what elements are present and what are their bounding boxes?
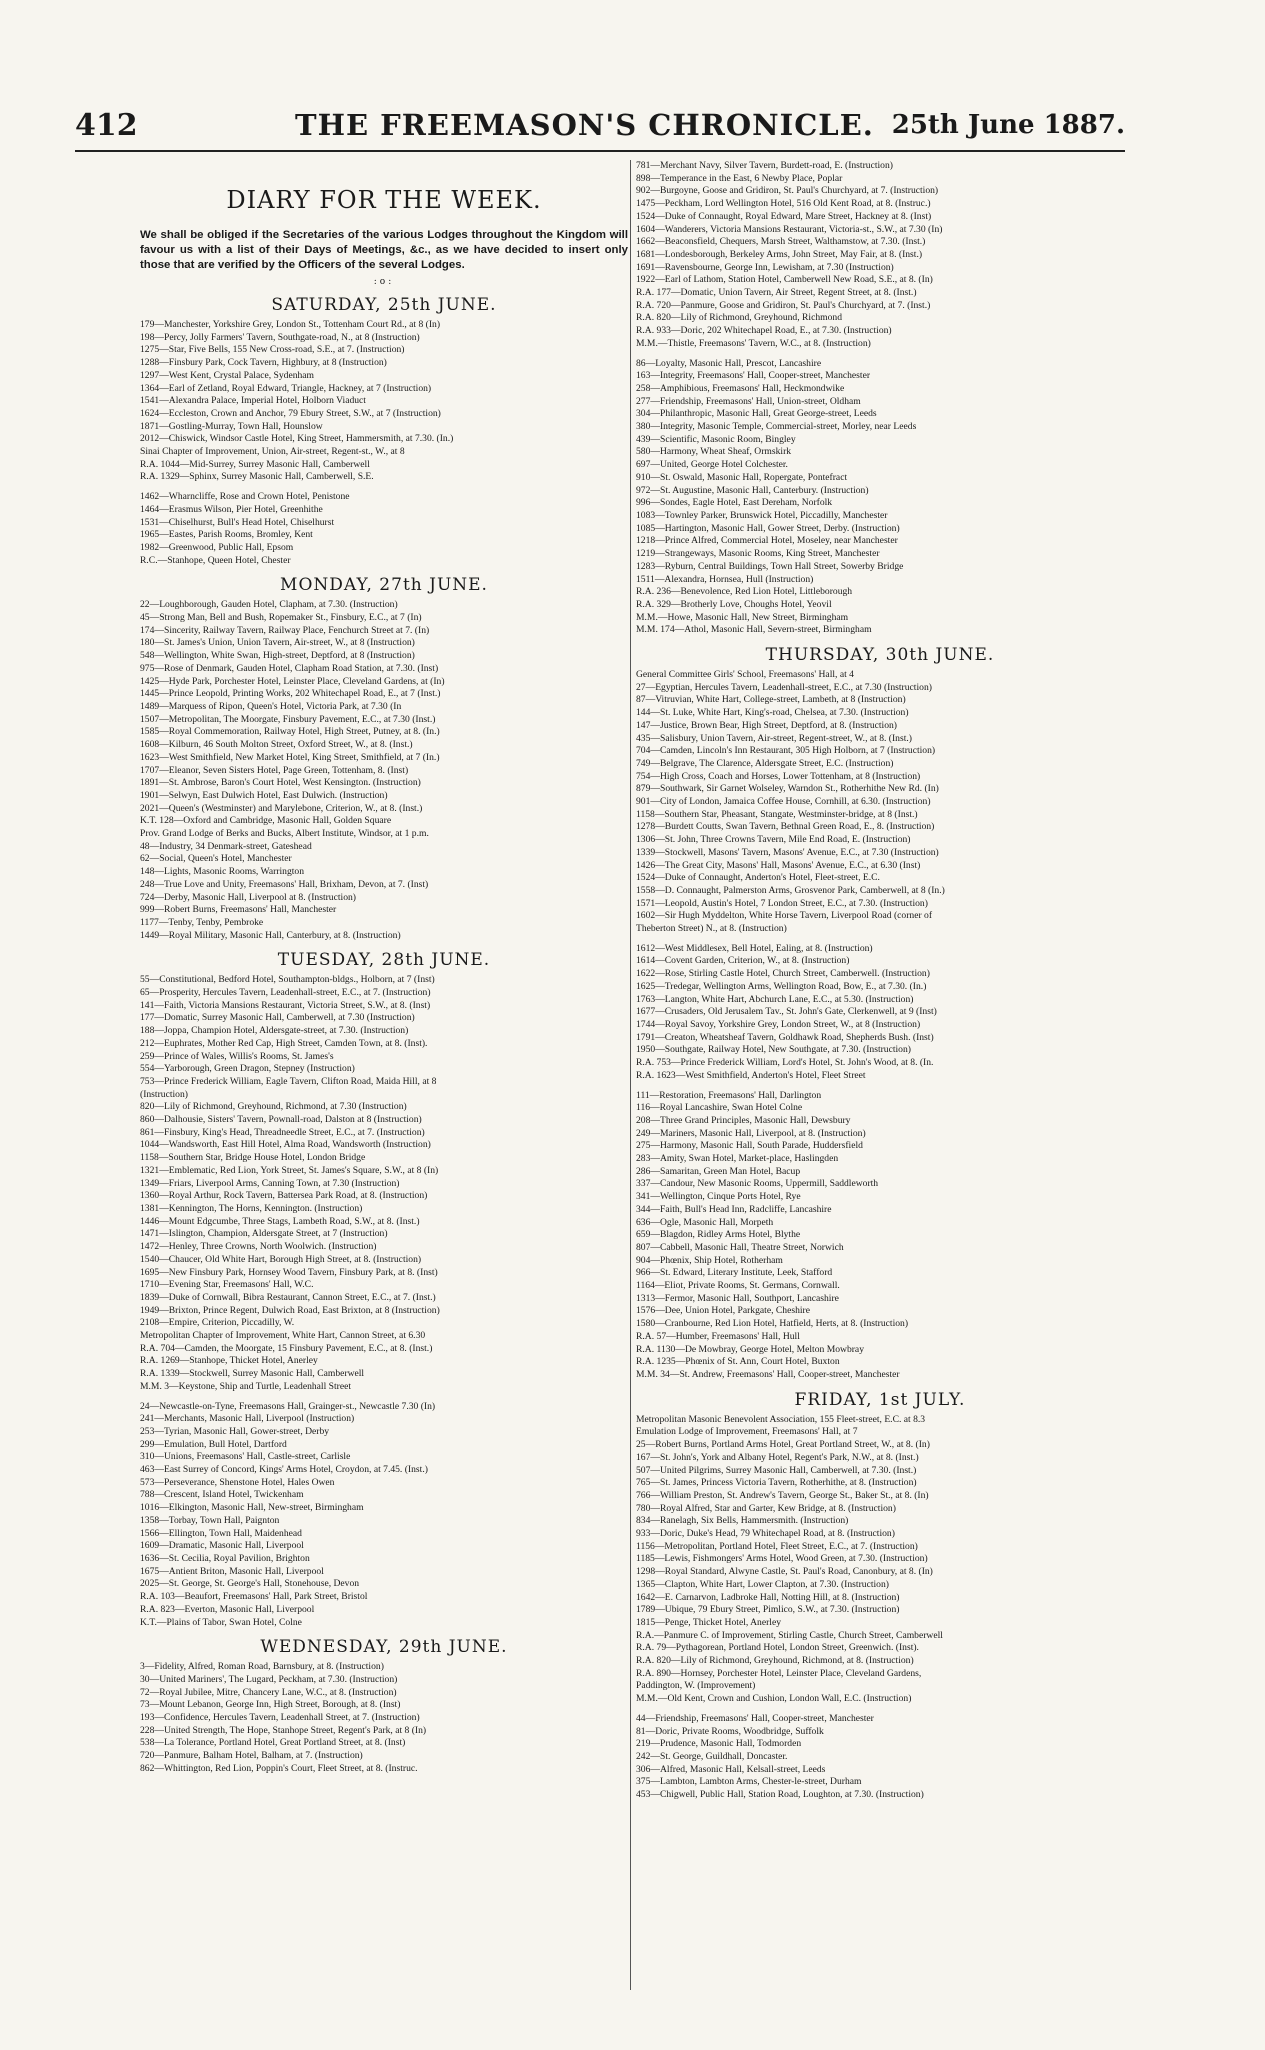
lodge-entry: 304—Philanthropic, Masonic Hall, Great George-street, Leeds	[636, 408, 877, 420]
lodge-entry: 116—Royal Lancashire, Swan Hotel Colne	[636, 1102, 803, 1114]
lodge-entry: R.A. 933—Doric, 202 Whitechapel Road, E., at 7.30. (Instruction)	[636, 325, 892, 337]
lodge-entry: 1566—Ellington, Town Hall, Maidenhead	[140, 1527, 302, 1539]
lodge-entry: 636—Ogle, Masonic Hall, Morpeth	[636, 1216, 774, 1228]
lodge-entry: 1524—Duke of Connaught, Anderton's Hotel, Fleet-street, E.C.	[636, 872, 880, 884]
lodge-entry: 766—William Preston, St. Andrew's Tavern, George St., Baker St., at 8. (In)	[636, 1489, 929, 1501]
lodge-entry: 1531—Chiselhurst, Bull's Head Hotel, Chiselhurst	[140, 516, 335, 528]
lodge-entry: 45—Strong Man, Bell and Bush, Ropemaker St., Finsbury, E.C., at 7 (In)	[140, 612, 422, 624]
lodge-entry: 1085—Hartington, Masonic Hall, Gower Street, Derby. (Instruction)	[636, 522, 900, 534]
lodge-entry: 1425—Hyde Park, Porchester Hotel, Leinster Place, Cleveland Gardens, at (In)	[140, 675, 445, 687]
lodge-entry: 141—Faith, Victoria Mansions Restaurant, Victoria Street, S.W., at 8. (Inst)	[140, 999, 431, 1011]
lodge-entry: 1871—Gostling-Murray, Town Hall, Hounslow	[140, 420, 323, 432]
lodge-entry: M.M. 174—Athol, Masonic Hall, Severn-street, Birmingham	[636, 624, 872, 636]
lodge-entry: 1288—Finsbury Park, Cock Tavern, Highbury, at 8 (Instruction)	[140, 357, 387, 369]
lodge-entry: R.A.—Panmure C. of Improvement, Stirling Castle, Church Street, Camberwell	[636, 1629, 943, 1641]
lodge-entry: 1677—Crusaders, Old Jerusalem Tav., St. John's Gate, Clerkenwell, at 9 (Inst)	[636, 1006, 937, 1018]
lodge-entry: 507—United Pilgrims, Surrey Masonic Hall, Camberwell, at 7.30. (Inst.)	[636, 1464, 917, 1476]
lodge-entry: 198—Percy, Jolly Farmers' Tavern, Southgate-road, N., at 8 (Instruction)	[140, 331, 420, 343]
lodge-entry: 904—Phœnix, Ship Hotel, Rotherham	[636, 1254, 783, 1266]
lodge-entry: 44—Friendship, Freemasons' Hall, Cooper-street, Manchester	[636, 1712, 874, 1724]
lodge-entry: 659—Blagdon, Ridley Arms Hotel, Blythe	[636, 1229, 801, 1241]
lodge-entry: 208—Three Grand Principles, Masonic Hall, Dewsbury	[636, 1114, 851, 1126]
lodge-entry: 1540—Chaucer, Old White Hart, Borough High Street, at 8. (Instruction)	[140, 1253, 422, 1265]
entry-spacer	[636, 936, 1124, 943]
lodge-entry: 163—Integrity, Freemasons' Hall, Cooper-street, Manchester	[636, 370, 871, 382]
lodge-entry: 788—Crescent, Island Hotel, Twickenham	[140, 1489, 304, 1501]
lodge-entry: 72—Royal Jubilee, Mitre, Chancery Lane, W.C., at 8. (Instruction)	[140, 1686, 397, 1698]
lodge-entry: 341—Wellington, Cinque Ports Hotel, Rye	[636, 1191, 801, 1203]
lodge-entry: R.A. 823—Everton, Masonic Hall, Liverpool	[140, 1603, 315, 1615]
lodge-entry: R.A. 329—Brotherly Love, Choughs Hotel, Yeovil	[636, 598, 832, 610]
lodge-entry: 228—United Strength, The Hope, Stanhope Street, Regent's Park, at 8 (In)	[140, 1724, 427, 1736]
lodge-entry: R.A. 1130—De Mowbray, George Hotel, Melton Mowbray	[636, 1343, 864, 1355]
lodge-entry: 1623—West Smithfield, New Market Hotel, King Street, Smithfield, at 7 (In.)	[140, 751, 440, 763]
lodge-entry: 81—Doric, Private Rooms, Woodbridge, Suffolk	[636, 1725, 824, 1737]
lodge-entry: 62—Social, Queen's Hotel, Manchester	[140, 853, 292, 865]
entries-tuesday	[140, 974, 628, 1629]
lodge-entry: 1364—Earl of Zetland, Royal Edward, Triangle, Hackney, at 7 (Instruction)	[140, 382, 432, 394]
lodge-entry: 1218—Prince Alfred, Commercial Hotel, Moseley, near Manchester	[636, 535, 898, 547]
lodge-entry: 1625—Tredegar, Wellington Arms, Wellington Road, Bow, E., at 7.30. (In.)	[636, 980, 927, 992]
lodge-entry: 1339—Stockwell, Masons' Tavern, Masons' Avenue, E.C., at 7.30 (Instruction)	[636, 846, 939, 858]
lodge-entry: R.A. 1269—Stanhope, Thicket Hotel, Anerley	[140, 1355, 318, 1367]
lodge-entry: 275—Harmony, Masonic Hall, South Parade, Huddersfield	[636, 1140, 863, 1152]
lodge-entry: Metropolitan Chapter of Improvement, White Hart, Cannon Street, at 6.30	[140, 1330, 426, 1342]
lodge-entry: 1604—Wanderers, Victoria Mansions Restaurant, Victoria-st., S.W., at 7.30 (In)	[636, 223, 943, 235]
lodge-entry: 1464—Erasmus Wilson, Pier Hotel, Greenhithe	[140, 503, 323, 515]
lodge-entry: 1475—Peckham, Lord Wellington Hotel, 516 Old Kent Road, at 8. (Instruc.)	[636, 198, 931, 210]
lodge-entry: 580—Harmony, Wheat Sheaf, Ormskirk	[636, 446, 792, 458]
lodge-entry: Sinai Chapter of Improvement, Union, Air-street, Regent-st., W., at 8	[140, 446, 405, 458]
lodge-entry: 1891—St. Ambrose, Baron's Court Hotel, West Kensington. (Instruction)	[140, 777, 421, 789]
lodge-entry: 1360—Royal Arthur, Rock Tavern, Battersea Park Road, at 8. (Instruction)	[140, 1190, 428, 1202]
lodge-entry: 435—Salisbury, Union Tavern, Air-street, Regent-street, W., at 8. (Inst.)	[636, 732, 912, 744]
lodge-entry: 1662—Beaconsfield, Chequers, Marsh Street, Walthamstow, at 7.30. (Inst.)	[636, 236, 926, 248]
lodge-entry: 1177—Tenby, Tenby, Pembroke	[140, 916, 264, 928]
lodge-entry: 754—High Cross, Coach and Horses, Lower Tottenham, at 8 (Instruction)	[636, 770, 921, 782]
lodge-entry: 1763—Langton, White Hart, Abchurch Lane, E.C., at 5.30. (Instruction)	[636, 993, 914, 1005]
lodge-entry: R.A. 890—Hornsey, Porchester Hotel, Leinster Place, Cleveland Gardens,	[636, 1667, 922, 1679]
lodge-entry: R.A. 57—Humber, Freemasons' Hall, Hull	[636, 1330, 800, 1342]
day-heading-friday: FRIDAY, 1st JULY.	[794, 1389, 966, 1410]
lodge-entry: 177—Domatic, Surrey Masonic Hall, Camberwell, at 7.30 (Instruction)	[140, 1012, 415, 1024]
lodge-entry: 188—Joppa, Champion Hotel, Aldersgate-street, at 7.30. (Instruction)	[140, 1025, 409, 1037]
entries-friday	[636, 1414, 1124, 1802]
lodge-entry: 1608—Kilburn, 46 South Molton Street, Oxford Street, W., at 8. (Inst.)	[140, 739, 413, 751]
lodge-entry: 1982—Greenwood, Public Hall, Epsom	[140, 541, 294, 553]
lodge-entry: 834—Ranelagh, Six Bells, Hammersmith. (Instruction)	[636, 1515, 849, 1527]
lodge-entry: 820—Lily of Richmond, Greyhound, Richmond, at 7.30 (Instruction)	[140, 1101, 407, 1113]
lodge-entry: 1602—Sir Hugh Myddelton, White Horse Tavern, Liverpool Road (corner of	[636, 910, 933, 922]
lodge-entry: 380—Integrity, Masonic Temple, Commercial-street, Morley, near Leeds	[636, 421, 917, 433]
lodge-entry: 1695—New Finsbury Park, Hornsey Wood Tavern, Finsbury Park, at 8. (Inst)	[140, 1266, 438, 1278]
lodge-entry: 1358—Torbay, Town Hall, Paignton	[140, 1514, 280, 1526]
lodge-entry: R.A. 79—Pythagorean, Portland Hotel, London Street, Greenwich. (Inst).	[636, 1642, 919, 1654]
lodge-entry: M.M.—Howe, Masonic Hall, New Street, Birmingham	[636, 611, 849, 623]
lodge-entry: 337—Candour, New Masonic Rooms, Uppermill, Saddleworth	[636, 1178, 879, 1190]
day-heading-monday: MONDAY, 27th JUNE.	[280, 575, 488, 596]
lodge-entry: 174—Sincerity, Railway Tavern, Railway Place, Fenchurch Street at 7. (In)	[140, 624, 430, 636]
lodge-entry: 1219—Strangeways, Masonic Rooms, King Street, Manchester	[636, 548, 880, 560]
lodge-entry: 1306—St. John, Three Crowns Tavern, Mile End Road, E. (Instruction)	[636, 834, 911, 846]
lodge-entry: 148—Lights, Masonic Rooms, Warrington	[140, 866, 305, 878]
lodge-entry: 167—St. John's, York and Albany Hotel, Regent's Park, N.W., at 8. (Inst.)	[636, 1451, 919, 1463]
lodge-entry: 27—Egyptian, Hercules Tavern, Leadenhall-street, E.C., at 7.30 (Instruction)	[636, 681, 932, 693]
lodge-entry: R.A. 1329—Sphinx, Surrey Masonic Hall, Camberwell, S.E.	[140, 471, 374, 483]
lodge-entry: 1511—Alexandra, Hornsea, Hull (Instruction)	[636, 573, 814, 585]
lodge-entry: R.A. 103—Beaufort, Freemasons' Hall, Park Street, Bristol	[140, 1591, 368, 1603]
lodge-entry: 253—Tyrian, Masonic Hall, Gower-street, Derby	[140, 1425, 330, 1437]
lodge-entry: 1156—Metropolitan, Portland Hotel, Fleet Street, E.C., at 7. (Instruction)	[636, 1540, 918, 1552]
lodge-entry: 24—Newcastle-on-Tyne, Freemasons Hall, Grainger-st., Newcastle 7.30 (In)	[140, 1400, 436, 1412]
lodge-entry: 780—Royal Alfred, Star and Garter, Kew Bridge, at 8. (Instruction)	[636, 1502, 896, 1514]
lodge-entry: 1789—Ubique, 79 Ebury Street, Pimlico, S.W., at 7.30. (Instruction)	[636, 1604, 900, 1616]
lodge-entry: 283—Amity, Swan Hotel, Market-place, Haslingden	[636, 1153, 839, 1165]
lodge-entry: 25—Robert Burns, Portland Arms Hotel, Great Portland Street, W., at 8. (In)	[636, 1439, 930, 1451]
lodge-entry: 3—Fidelity, Alfred, Roman Road, Barnsbury, at 8. (Instruction)	[140, 1661, 384, 1673]
lodge-entry: 1839—Duke of Cornwall, Bibra Restaurant, Cannon Street, E.C., at 7. (Inst.)	[140, 1291, 436, 1303]
lodge-entry: 1691—Ravensbourne, George Inn, Lewisham, at 7.30 (Instruction)	[636, 261, 894, 273]
lodge-entry: M.M.—Old Kent, Crown and Cushion, London Wall, E.C. (Instruction)	[636, 1693, 912, 1705]
lodge-entry: 1744—Royal Savoy, Yorkshire Grey, London Street, W., at 8 (Instruction)	[636, 1019, 921, 1030]
lodge-entry: 861—Finsbury, King's Head, Threadneedle Street, E.C., at 7. (Instruction)	[140, 1126, 425, 1138]
lodge-entry: 1524—Duke of Connaught, Royal Edward, Mare Street, Hackney at 8. (Inst)	[636, 210, 932, 222]
lodge-entry: 1965—Eastes, Parish Rooms, Bromley, Kent	[140, 529, 313, 541]
lodge-entry: 212—Euphrates, Mother Red Cap, High Street, Camden Town, at 8. (Inst).	[140, 1037, 428, 1049]
lodge-entry: 111—Restoration, Freemasons' Hall, Darlington	[636, 1089, 822, 1101]
lodge-entry: R.A. 704—Camden, the Moorgate, 15 Finsbury Pavement, E.C., at 8. (Inst.)	[140, 1342, 433, 1354]
lodge-entry: 1158—Southern Star, Bridge House Hotel, London Bridge	[140, 1152, 366, 1164]
lodge-entry: M.M. 3—Keystone, Ship and Turtle, Leadenhall Street	[140, 1380, 352, 1392]
lodge-entry: 1681—Londesborough, Berkeley Arms, John Street, May Fair, at 8. (Inst.)	[636, 248, 923, 260]
lodge-entry: 286—Samaritan, Green Man Hotel, Bacup	[636, 1165, 801, 1177]
lodge-entry: 180—St. James's Union, Union Tavern, Air-street, W., at 8 (Instruction)	[140, 637, 415, 649]
lodge-entry: 249—Mariners, Masonic Hall, Liverpool, at 8. (Instruction)	[636, 1127, 866, 1139]
entries-saturday	[140, 319, 628, 567]
lodge-entry: 439—Scientific, Masonic Room, Bingley	[636, 433, 796, 445]
issue-date: 25th June 1887.	[891, 110, 1125, 140]
lodge-entry: 902—Burgoyne, Goose and Gridiron, St. Paul's Churchyard, at 7. (Instruction)	[636, 185, 939, 197]
lodge-entry: 898—Temperance in the East, 6 Newby Place, Poplar	[636, 172, 843, 184]
lodge-entry: 697—United, George Hotel Colchester.	[636, 459, 788, 471]
ornament-divider: :o:	[373, 277, 395, 287]
lodge-entry: R.A. 236—Benevolence, Red Lion Hotel, Littleborough	[636, 586, 853, 598]
lodge-entry: 1426—The Great City, Masons' Hall, Masons' Avenue, E.C., at 6.30 (Inst)	[636, 859, 921, 871]
lodge-entry: Paddington, W. (Improvement)	[636, 1680, 756, 1692]
lodge-entry: 22—Loughborough, Gauden Hotel, Clapham, at 7.30. (Instruction)	[140, 599, 398, 611]
lodge-entry: 2012—Chiswick, Windsor Castle Hotel, King Street, Hammersmith, at 7.30. (In.)	[140, 433, 454, 445]
lodge-entry: R.C.—Stanhope, Queen Hotel, Chester	[140, 554, 291, 566]
lodge-entry: 258—Amphibious, Freemasons' Hall, Heckmondwike	[636, 382, 845, 394]
lodge-entry: 1707—Eleanor, Seven Sisters Hotel, Page Green, Tottenham, 8. (Inst)	[140, 764, 409, 776]
lodge-entry: 1164—Eliot, Private Rooms, St. Germans, Cornwall.	[636, 1280, 840, 1292]
lodge-entry: K.T. 128—Oxford and Cambridge, Masonic Hall, Golden Square	[140, 815, 392, 827]
lodge-entry: 538—La Tolerance, Portland Hotel, Great Portland Street, at 8. (Inst)	[140, 1737, 406, 1749]
lodge-entry: 306—Alfred, Masonic Hall, Kelsall-street, Leeds	[636, 1763, 826, 1775]
left-column	[140, 160, 628, 1990]
lodge-entry: 548—Wellington, White Swan, High-street, Deptford, at 8 (Instruction)	[140, 650, 415, 662]
lodge-entry: 1298—Royal Standard, Alwyne Castle, St. Paul's Road, Canonbury, at 8. (In)	[636, 1566, 933, 1578]
lodge-entry: 1462—Wharncliffe, Rose and Crown Hotel, Penistone	[140, 491, 350, 503]
lodge-entry: R.A. 177—Domatic, Union Tavern, Air Street, Regent Street, at 8. (Inst.)	[636, 287, 917, 299]
lodge-entry: 1158—Southern Star, Pheasant, Stangate, Westminster-bridge, at 8 (Inst.)	[636, 808, 918, 820]
lodge-entry: 1675—Antient Briton, Masonic Hall, Liverpool	[140, 1565, 324, 1577]
lodge-entry: 193—Confidence, Hercules Tavern, Leadenhall Street, at 7. (Instruction)	[140, 1712, 420, 1724]
lodge-entry: 144—St. Luke, White Hart, King's-road, Chelsea, at 7.30. (Instruction)	[636, 707, 909, 719]
lodge-entry: M.M. 34—St. Andrew, Freemasons' Hall, Cooper-street, Manchester	[636, 1368, 900, 1380]
lodge-entry: 1445—Prince Leopold, Printing Works, 202 Whitechapel Road, E., at 7 (Inst.)	[140, 688, 441, 700]
lodge-entry: 2108—Empire, Criterion, Piccadilly, W.	[140, 1317, 295, 1329]
lodge-entry: R.A. 1044—Mid-Surrey, Surrey Masonic Hall, Camberwell	[140, 458, 370, 470]
entries-wednesday	[140, 1661, 628, 1775]
lodge-entry: M.M.—Thistle, Freemasons' Tavern, W.C., at 8. (Instruction)	[636, 337, 871, 349]
lodge-entry: 259—Prince of Wales, Willis's Rooms, St. James's	[140, 1050, 334, 1062]
diary-title: DIARY FOR THE WEEK.	[226, 186, 542, 214]
lodge-entry: Emulation Lodge of Improvement, Freemasons' Hall, at 7	[636, 1426, 858, 1438]
lodge-entry: 1365—Clapton, White Hart, Lower Clapton, at 7.30. (Instruction)	[636, 1578, 889, 1590]
lodge-entry: R.A. 1235—Phœnix of St. Ann, Court Hotel, Buxton	[636, 1356, 840, 1368]
lodge-entry: R.A. 820—Lily of Richmond, Greyhound, Richmond, at 8. (Instruction)	[636, 1655, 914, 1667]
entries-monday	[140, 599, 628, 942]
lodge-entry: 1083—Townley Parker, Brunswick Hotel, Piccadilly, Manchester	[636, 509, 888, 521]
lodge-entry: 749—Belgrave, The Clarence, Aldersgate Street, E.C. (Instruction)	[636, 757, 894, 769]
lodge-entry: 1585—Royal Commemoration, Railway Hotel, High Street, Putney, at 8. (In.)	[140, 726, 440, 738]
lodge-entry: Metropolitan Masonic Benevolent Association, 155 Fleet-street, E.C. at 8.3	[636, 1413, 926, 1425]
lodge-entry: 179—Manchester, Yorkshire Grey, London St., Tottenham Court Rd., at 8 (In)	[140, 319, 441, 330]
lodge-entry: 901—City of London, Jamaica Coffee House, Cornhill, at 6.30. (Instruction)	[636, 796, 931, 808]
lodge-entry: 860—Dalhousie, Sisters' Tavern, Pownall-road, Dalston at 8 (Instruction)	[140, 1114, 422, 1126]
lodge-entry: 1489—Marquess of Ripon, Queen's Hotel, Victoria Park, at 7.30 (In	[140, 700, 402, 712]
entries-thursday	[636, 669, 1124, 1382]
lodge-entry: 219—Prudence, Masonic Hall, Todmorden	[636, 1738, 802, 1750]
lodge-entry: 765—St. James, Princess Victoria Tavern, Rotherhithe, at 8. (Instruction)	[636, 1477, 917, 1489]
lodge-entry: 30—United Mariners', The Lugard, Peckham, at 7.30. (Instruction)	[140, 1673, 398, 1685]
lodge-entry: 1349—Friars, Liverpool Arms, Canning Town, at 7.30 (Instruction)	[140, 1177, 400, 1189]
lodge-entry: 344—Faith, Bull's Head Inn, Radcliffe, Lancashire	[636, 1203, 832, 1215]
day-heading-tuesday: TUESDAY, 28th JUNE.	[277, 950, 491, 971]
lodge-entry: 147—Justice, Brown Bear, High Street, Deptford, at 8. (Instruction)	[636, 719, 897, 731]
lodge-entry: 704—Camden, Lincoln's Inn Restaurant, 305 High Holborn, at 7 (Instruction)	[636, 745, 936, 757]
lodge-entry: 1576—Dee, Union Hotel, Parkgate, Cheshire	[636, 1305, 810, 1317]
lodge-entry: (Instruction)	[140, 1088, 188, 1100]
day-heading-saturday: SATURDAY, 25th JUNE.	[271, 295, 497, 315]
lodge-entry: 48—Industry, 34 Denmark-street, Gateshead	[140, 840, 312, 852]
lodge-entry: R.A. 1623—West Smithfield, Anderton's Hotel, Fleet Street	[636, 1069, 866, 1081]
diary-intro: We shall be obliged if the Secretaries of the various Lodges throughout the Kingdom will favour us with a list of their Days of Meetings, &c., as we have decided to insert only those that are verified by the Officers of the several Lodges.	[140, 229, 628, 271]
lodge-entry: 277—Friendship, Freemasons' Hall, Union-street, Oldham	[636, 395, 861, 407]
entry-spacer	[636, 1706, 1124, 1713]
lodge-entry: 753—Prince Frederick William, Eagle Tavern, Clifton Road, Maida Hill, at 8	[140, 1075, 437, 1087]
lodge-entry: 1571—Leopold, Austin's Hotel, 7 London Street, E.C., at 7.30. (Instruction)	[636, 897, 928, 909]
lodge-entry: 1449—Royal Military, Masonic Hall, Canterbury, at 8. (Instruction)	[140, 929, 401, 941]
masthead-title: THE FREEMASON'S CHRONICLE.	[295, 108, 874, 142]
day-heading-wednesday: WEDNESDAY, 29th JUNE.	[260, 1637, 508, 1658]
lodge-entry: 1622—Rose, Stirling Castle Hotel, Church Street, Camberwell. (Instruction)	[636, 968, 930, 980]
lodge-entry: General Committee Girls' School, Freemasons' Hall, at 4	[636, 669, 854, 681]
lodge-entry: 73—Mount Lebanon, George Inn, High Street, Borough, at 8. (Inst)	[140, 1699, 401, 1711]
entry-spacer	[140, 1394, 628, 1401]
lodge-entry: 1381—Kennington, The Horns, Kennington. (Instruction)	[140, 1203, 363, 1214]
lodge-entry: 1609—Dramatic, Masonic Hall, Liverpool	[140, 1540, 304, 1552]
lodge-entry: R.A. 1339—Stockwell, Surrey Masonic Hall, Camberwell	[140, 1368, 365, 1380]
lodge-entry: 1949—Brixton, Prince Regent, Dulwich Road, East Brixton, at 8 (Instruction)	[140, 1304, 440, 1316]
lodge-entry: 375—Lambton, Lambton Arms, Chester-le-street, Durham	[636, 1776, 862, 1788]
lodge-entry: 1558—D. Connaught, Palmerston Arms, Grosvenor Park, Camberwell, at 8 (In.)	[636, 884, 945, 896]
lodge-entry: 1016—Elkington, Masonic Hall, New-street, Birmingham	[140, 1502, 364, 1514]
lodge-entry: 966—St. Edward, Literary Institute, Leek, Stafford	[636, 1267, 833, 1279]
lodge-entry: 573—Perseverance, Shenstone Hotel, Hales Owen	[140, 1476, 335, 1488]
lodge-entry: 86—Loyalty, Masonic Hall, Prescot, Lancashire	[636, 357, 822, 369]
lodge-entry: 999—Robert Burns, Freemasons' Hall, Manchester	[140, 904, 337, 916]
lodge-entry: 1185—Lewis, Fishmongers' Arms Hotel, Wood Green, at 7.30. (Instruction)	[636, 1553, 928, 1565]
lodge-entry: 720—Panmure, Balham Hotel, Balham, at 7. (Instruction)	[140, 1750, 363, 1762]
lodge-entry: 1278—Burdett Coutts, Swan Tavern, Bethnal Green Road, E., 8. (Instruction)	[636, 821, 935, 833]
lodge-entry: 55—Constitutional, Bedford Hotel, Southampton-bldgs., Holborn, at 7 (Inst)	[140, 974, 435, 986]
lodge-entry: 996—Sondes, Eagle Hotel, East Dereham, Norfolk	[636, 497, 833, 509]
page-header	[75, 108, 1125, 148]
lodge-entry: Prov. Grand Lodge of Berks and Bucks, Albert Institute, Windsor, at 1 p.m.	[140, 828, 429, 840]
lodge-entry: 910—St. Oswald, Masonic Hall, Ropergate, Pontefract	[636, 471, 848, 483]
lodge-entry: K.T.—Plains of Tabor, Swan Hotel, Colne	[140, 1616, 302, 1628]
lodge-entry: 1636—St. Cecilia, Royal Pavilion, Brighton	[140, 1552, 310, 1564]
lodge-entry: 1710—Evening Star, Freemasons' Hall, W.C.	[140, 1279, 314, 1291]
day-heading-thursday: THURSDAY, 30th JUNE.	[765, 645, 995, 666]
lodge-entry: 248—True Love and Unity, Freemasons' Hall, Brixham, Devon, at 7. (Inst)	[140, 878, 429, 890]
lodge-entry: 1297—West Kent, Crystal Palace, Sydenham	[140, 369, 315, 381]
entry-spacer	[636, 351, 1124, 358]
lodge-entry: 862—Whittington, Red Lion, Poppin's Court, Fleet Street, at 8. (Instruc.	[140, 1762, 418, 1774]
entry-spacer	[636, 1083, 1124, 1090]
lodge-entry: 975—Rose of Denmark, Gauden Hotel, Clapham Road Station, at 7.30. (Inst)	[140, 662, 439, 674]
lodge-entry: 299—Emulation, Bull Hotel, Dartford	[140, 1438, 287, 1450]
lodge-entry: 1815—Penge, Thicket Hotel, Anerley	[636, 1616, 782, 1628]
lodge-entry: 65—Prosperity, Hercules Tavern, Leadenhall-street, E.C., at 7. (Instruction)	[140, 987, 431, 999]
lodge-entry: 1580—Cranbourne, Red Lion Hotel, Hatfield, Herts, at 8. (Instruction)	[636, 1318, 909, 1330]
lodge-entry: 1922—Earl of Lathom, Station Hotel, Camberwell New Road, S.E., at 8. (In)	[636, 274, 933, 286]
lodge-entry: 310—Unions, Freemasons' Hall, Castle-street, Carlisle	[140, 1451, 351, 1463]
lodge-entry: R.A. 720—Panmure, Goose and Gridiron, St. Paul's Churchyard, at 7. (Inst.)	[636, 299, 931, 311]
right-column	[636, 160, 1124, 1990]
lodge-entry: 1624—Eccleston, Crown and Anchor, 79 Ebury Street, S.W., at 7 (Instruction)	[140, 407, 441, 419]
lodge-entry: 1507—Metropolitan, The Moorgate, Finsbury Pavement, E.C., at 7.30 (Inst.)	[140, 713, 436, 725]
lodge-entry: 807—Cabbell, Masonic Hall, Theatre Street, Norwich	[636, 1241, 844, 1253]
lodge-entry: 1901—Selwyn, East Dulwich Hotel, East Dulwich. (Instruction)	[140, 789, 388, 801]
lodge-entry: 781—Merchant Navy, Silver Tavern, Burdett-road, E. (Instruction)	[636, 160, 893, 171]
lodge-entry: 1446—Mount Edgcumbe, Three Stags, Lambeth Road, S.W., at 8. (Inst.)	[140, 1215, 420, 1227]
lodge-entry: 2021—Queen's (Westminster) and Marylebone, Criterion, W., at 8. (Inst.)	[140, 802, 423, 814]
lodge-entry: 453—Chigwell, Public Hall, Station Road, Loughton, at 7.30. (Instruction)	[636, 1789, 924, 1801]
column-divider	[630, 160, 631, 1990]
lodge-entry: Theberton Street) N., at 8. (Instruction)	[636, 923, 787, 935]
lodge-entry: 554—Yarborough, Green Dragon, Stepney (Instruction)	[140, 1063, 355, 1075]
lodge-entry: 933—Doric, Duke's Head, 79 Whitechapel Road, at 8. (Instruction)	[636, 1528, 895, 1540]
lodge-entry: 1471—Islington, Champion, Aldersgate Street, at 7 (Instruction)	[140, 1228, 388, 1240]
lodge-entry: 241—Merchants, Masonic Hall, Liverpool (Instruction)	[140, 1413, 355, 1425]
lodge-entry: 1950—Southgate, Railway Hotel, New Southgate, at 7.30. (Instruction)	[636, 1044, 911, 1056]
entry-spacer	[140, 484, 628, 491]
header-rule	[75, 150, 1125, 152]
lodge-entry: 1313—Fermor, Masonic Hall, Southport, Lancashire	[636, 1292, 839, 1304]
lodge-entry: R.A. 753—Prince Frederick William, Lord's Hotel, St. John's Wood, at 8. (In.	[636, 1057, 934, 1069]
lodge-entry: 1642—E. Carnarvon, Ladbroke Hall, Notting Hill, at 8. (Instruction)	[636, 1591, 900, 1603]
lodge-entry: 724—Derby, Masonic Hall, Liverpool at 8. (Instruction)	[140, 891, 356, 903]
page-number: 412	[75, 108, 138, 143]
lodge-entry: 87—Vitruvian, White Hart, College-street, Lambeth, at 8 (Instruction)	[636, 694, 906, 706]
lodge-entry: 1321—Emblematic, Red Lion, York Street, St. James's Square, S.W., at 8 (In)	[140, 1164, 439, 1176]
lodge-entry: 1283—Ryburn, Central Buildings, Town Hall Street, Sowerby Bridge	[636, 560, 904, 572]
lodge-entry: R.A. 820—Lily of Richmond, Greyhound, Richmond	[636, 312, 842, 324]
entries-wednesday-continued	[636, 160, 1124, 637]
lodge-entry: 879—Southwark, Sir Garnet Wolseley, Warndon St., Rotherhithe New Rd. (In)	[636, 783, 939, 795]
lodge-entry: 1275—Star, Five Bells, 155 New Cross-road, S.E., at 7. (Instruction)	[140, 344, 405, 356]
lodge-entry: 1791—Creaton, Wheatsheaf Tavern, Goldhawk Road, Shepherds Bush. (Inst)	[636, 1031, 934, 1043]
lodge-entry: 1541—Alexandra Palace, Imperial Hotel, Holborn Viaduct	[140, 395, 366, 407]
lodge-entry: 1472—Henley, Three Crowns, North Woolwich. (Instruction)	[140, 1241, 377, 1253]
lodge-entry: 242—St. George, Guildhall, Doncaster.	[636, 1750, 788, 1762]
lodge-entry: 972—St. Augustine, Masonic Hall, Canterbury. (Instruction)	[636, 484, 869, 496]
lodge-entry: 1614—Covent Garden, Criterion, W., at 8. (Instruction)	[636, 955, 850, 967]
lodge-entry: 2025—St. George, St. George's Hall, Stonehouse, Devon	[140, 1578, 360, 1590]
lodge-entry: 1612—West Middlesex, Bell Hotel, Ealing, at 8. (Instruction)	[636, 942, 873, 954]
lodge-entry: 463—East Surrey of Concord, Kings' Arms Hotel, Croydon, at 7.45. (Inst.)	[140, 1464, 428, 1476]
lodge-entry: 1044—Wandsworth, East Hill Hotel, Alma Road, Wandsworth (Instruction)	[140, 1139, 431, 1151]
